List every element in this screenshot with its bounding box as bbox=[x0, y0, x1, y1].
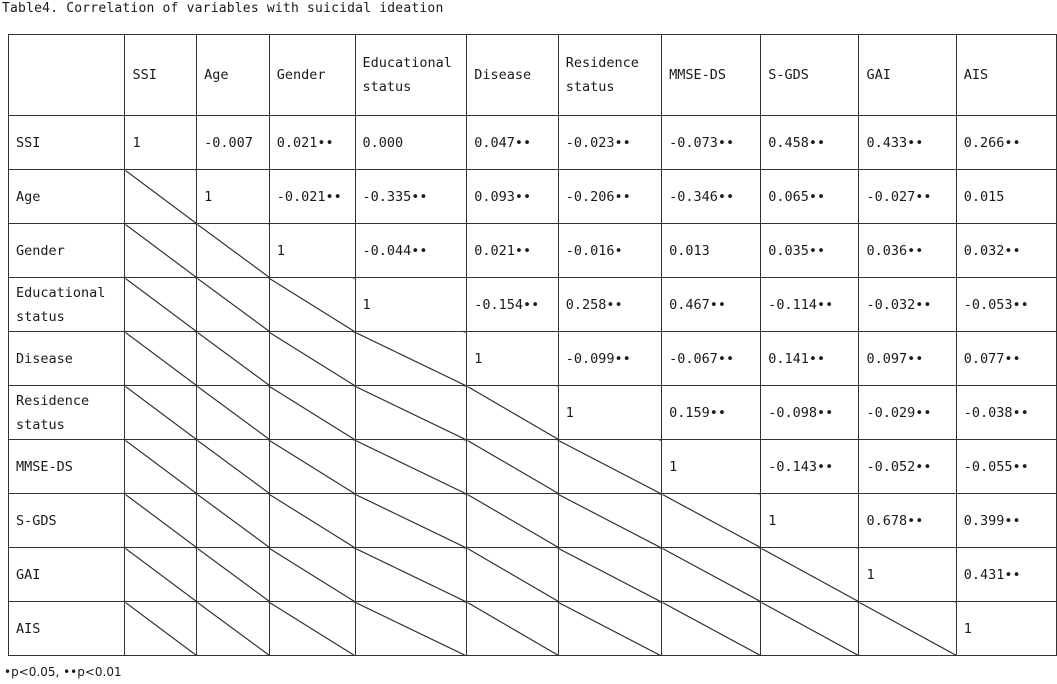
diagonal-blank-cell bbox=[558, 602, 661, 656]
correlation-cell: 0.458•• bbox=[761, 116, 859, 170]
column-header: Disease bbox=[467, 35, 559, 116]
diagonal-blank-cell bbox=[467, 494, 559, 548]
row-header: Gender bbox=[9, 224, 125, 278]
diagonal-blank-cell bbox=[197, 440, 270, 494]
correlation-cell: -0.067•• bbox=[662, 332, 761, 386]
diagonal-blank-cell bbox=[269, 332, 355, 386]
correlation-cell: 0.431•• bbox=[956, 548, 1056, 602]
table-row bbox=[9, 278, 1057, 332]
correlation-cell: 1 bbox=[662, 440, 761, 494]
correlation-cell: 0.035•• bbox=[761, 224, 859, 278]
column-header: Gender bbox=[269, 35, 355, 116]
correlation-cell: 0.467•• bbox=[662, 278, 761, 332]
diagonal-blank-cell bbox=[197, 332, 270, 386]
row-header: AIS bbox=[9, 602, 125, 656]
column-header: Educational status bbox=[355, 35, 467, 116]
correlation-cell: 0.047•• bbox=[467, 116, 559, 170]
correlation-cell: -0.052•• bbox=[859, 440, 956, 494]
diagonal-blank-cell bbox=[197, 224, 270, 278]
correlation-cell: 1 bbox=[761, 494, 859, 548]
correlation-cell: -0.143•• bbox=[761, 440, 859, 494]
correlation-cell: -0.335•• bbox=[355, 170, 467, 224]
correlation-cell: -0.032•• bbox=[859, 278, 956, 332]
diagonal-blank-cell bbox=[125, 440, 197, 494]
correlation-cell: -0.206•• bbox=[558, 170, 661, 224]
correlation-cell: -0.346•• bbox=[662, 170, 761, 224]
diagonal-blank-cell bbox=[197, 278, 270, 332]
diagonal-blank-cell bbox=[355, 548, 467, 602]
correlation-cell: 0.065•• bbox=[761, 170, 859, 224]
diagonal-blank-cell bbox=[662, 494, 761, 548]
correlation-cell: 0.258•• bbox=[558, 278, 661, 332]
diagonal-blank-cell bbox=[269, 386, 355, 440]
correlation-cell: 1 bbox=[197, 170, 270, 224]
correlation-cell: 0.266•• bbox=[956, 116, 1056, 170]
correlation-cell: 1 bbox=[558, 386, 661, 440]
diagonal-blank-cell bbox=[197, 494, 270, 548]
correlation-cell: 1 bbox=[467, 332, 559, 386]
diagonal-blank-cell bbox=[558, 440, 661, 494]
table-row bbox=[9, 602, 1057, 656]
significance-footnote: •p<0.05, ••p<0.01 bbox=[4, 665, 122, 679]
correlation-cell: -0.027•• bbox=[859, 170, 956, 224]
correlation-cell: -0.114•• bbox=[761, 278, 859, 332]
diagonal-blank-cell bbox=[859, 602, 956, 656]
table-row bbox=[9, 332, 1057, 386]
diagonal-blank-cell bbox=[269, 278, 355, 332]
correlation-cell: -0.023•• bbox=[558, 116, 661, 170]
correlation-cell: 0.021•• bbox=[467, 224, 559, 278]
row-header: Age bbox=[9, 170, 125, 224]
correlation-cell: 0.013 bbox=[662, 224, 761, 278]
diagonal-blank-cell bbox=[269, 548, 355, 602]
correlation-cell: -0.053•• bbox=[956, 278, 1056, 332]
correlation-cell: -0.044•• bbox=[355, 224, 467, 278]
correlation-cell: 1 bbox=[269, 224, 355, 278]
diagonal-blank-cell bbox=[558, 494, 661, 548]
table-row bbox=[9, 494, 1057, 548]
diagonal-blank-cell bbox=[761, 548, 859, 602]
diagonal-blank-cell bbox=[467, 386, 559, 440]
table-caption: Table4. Correlation of variables with suicidal ideation bbox=[2, 1, 444, 16]
diagonal-blank-cell bbox=[125, 224, 197, 278]
diagonal-blank-cell bbox=[269, 440, 355, 494]
correlation-cell: -0.016• bbox=[558, 224, 661, 278]
correlation-cell: 1 bbox=[125, 116, 197, 170]
diagonal-blank-cell bbox=[197, 548, 270, 602]
row-header: SSI bbox=[9, 116, 125, 170]
column-header: Residence status bbox=[558, 35, 661, 116]
column-header: SSI bbox=[125, 35, 197, 116]
diagonal-blank-cell bbox=[355, 494, 467, 548]
correlation-cell: -0.007 bbox=[197, 116, 270, 170]
correlation-cell: 0.097•• bbox=[859, 332, 956, 386]
header-row bbox=[9, 35, 1057, 116]
table-row bbox=[9, 386, 1057, 440]
row-header: Residence status bbox=[9, 386, 125, 440]
column-header: AIS bbox=[956, 35, 1056, 116]
correlation-cell: -0.055•• bbox=[956, 440, 1056, 494]
correlation-cell: -0.029•• bbox=[859, 386, 956, 440]
table-row bbox=[9, 224, 1057, 278]
diagonal-blank-cell bbox=[467, 440, 559, 494]
diagonal-blank-cell bbox=[125, 602, 197, 656]
diagonal-blank-cell bbox=[125, 332, 197, 386]
column-header: Age bbox=[197, 35, 270, 116]
correlation-cell: -0.099•• bbox=[558, 332, 661, 386]
correlation-cell: 0.077•• bbox=[956, 332, 1056, 386]
diagonal-blank-cell bbox=[467, 602, 559, 656]
diagonal-blank-cell bbox=[125, 494, 197, 548]
diagonal-blank-cell bbox=[558, 548, 661, 602]
diagonal-blank-cell bbox=[125, 548, 197, 602]
correlation-table bbox=[8, 34, 1057, 656]
correlation-cell: 1 bbox=[355, 278, 467, 332]
correlation-cell: 0.399•• bbox=[956, 494, 1056, 548]
correlation-cell: 0.036•• bbox=[859, 224, 956, 278]
table-row bbox=[9, 116, 1057, 170]
diagonal-blank-cell bbox=[355, 440, 467, 494]
correlation-cell: 1 bbox=[956, 602, 1056, 656]
correlation-cell: 0.093•• bbox=[467, 170, 559, 224]
correlation-cell: 1 bbox=[859, 548, 956, 602]
correlation-cell: 0.015 bbox=[956, 170, 1056, 224]
diagonal-blank-cell bbox=[467, 548, 559, 602]
column-header: GAI bbox=[859, 35, 956, 116]
diagonal-blank-cell bbox=[197, 602, 270, 656]
row-header: GAI bbox=[9, 548, 125, 602]
correlation-cell: 0.000 bbox=[355, 116, 467, 170]
column-header: MMSE-DS bbox=[662, 35, 761, 116]
correlation-cell: -0.038•• bbox=[956, 386, 1056, 440]
correlation-cell: 0.021•• bbox=[269, 116, 355, 170]
correlation-cell: -0.021•• bbox=[269, 170, 355, 224]
correlation-cell: -0.154•• bbox=[467, 278, 559, 332]
column-header: S-GDS bbox=[761, 35, 859, 116]
diagonal-blank-cell bbox=[355, 386, 467, 440]
diagonal-blank-cell bbox=[355, 602, 467, 656]
row-header: MMSE-DS bbox=[9, 440, 125, 494]
table-row bbox=[9, 170, 1057, 224]
diagonal-blank-cell bbox=[269, 494, 355, 548]
diagonal-blank-cell bbox=[761, 602, 859, 656]
table-row bbox=[9, 440, 1057, 494]
diagonal-blank-cell bbox=[125, 278, 197, 332]
correlation-cell: 0.678•• bbox=[859, 494, 956, 548]
diagonal-blank-cell bbox=[662, 602, 761, 656]
correlation-cell: 0.433•• bbox=[859, 116, 956, 170]
correlation-cell: -0.098•• bbox=[761, 386, 859, 440]
diagonal-blank-cell bbox=[125, 170, 197, 224]
row-header: S-GDS bbox=[9, 494, 125, 548]
row-header: Disease bbox=[9, 332, 125, 386]
correlation-cell: -0.073•• bbox=[662, 116, 761, 170]
diagonal-blank-cell bbox=[662, 548, 761, 602]
table-row bbox=[9, 548, 1057, 602]
corner-cell bbox=[9, 35, 125, 116]
diagonal-blank-cell bbox=[125, 386, 197, 440]
row-header: Educational status bbox=[9, 278, 125, 332]
correlation-cell: 0.032•• bbox=[956, 224, 1056, 278]
correlation-cell: 0.159•• bbox=[662, 386, 761, 440]
correlation-cell: 0.141•• bbox=[761, 332, 859, 386]
diagonal-blank-cell bbox=[355, 332, 467, 386]
diagonal-blank-cell bbox=[197, 386, 270, 440]
diagonal-blank-cell bbox=[269, 602, 355, 656]
